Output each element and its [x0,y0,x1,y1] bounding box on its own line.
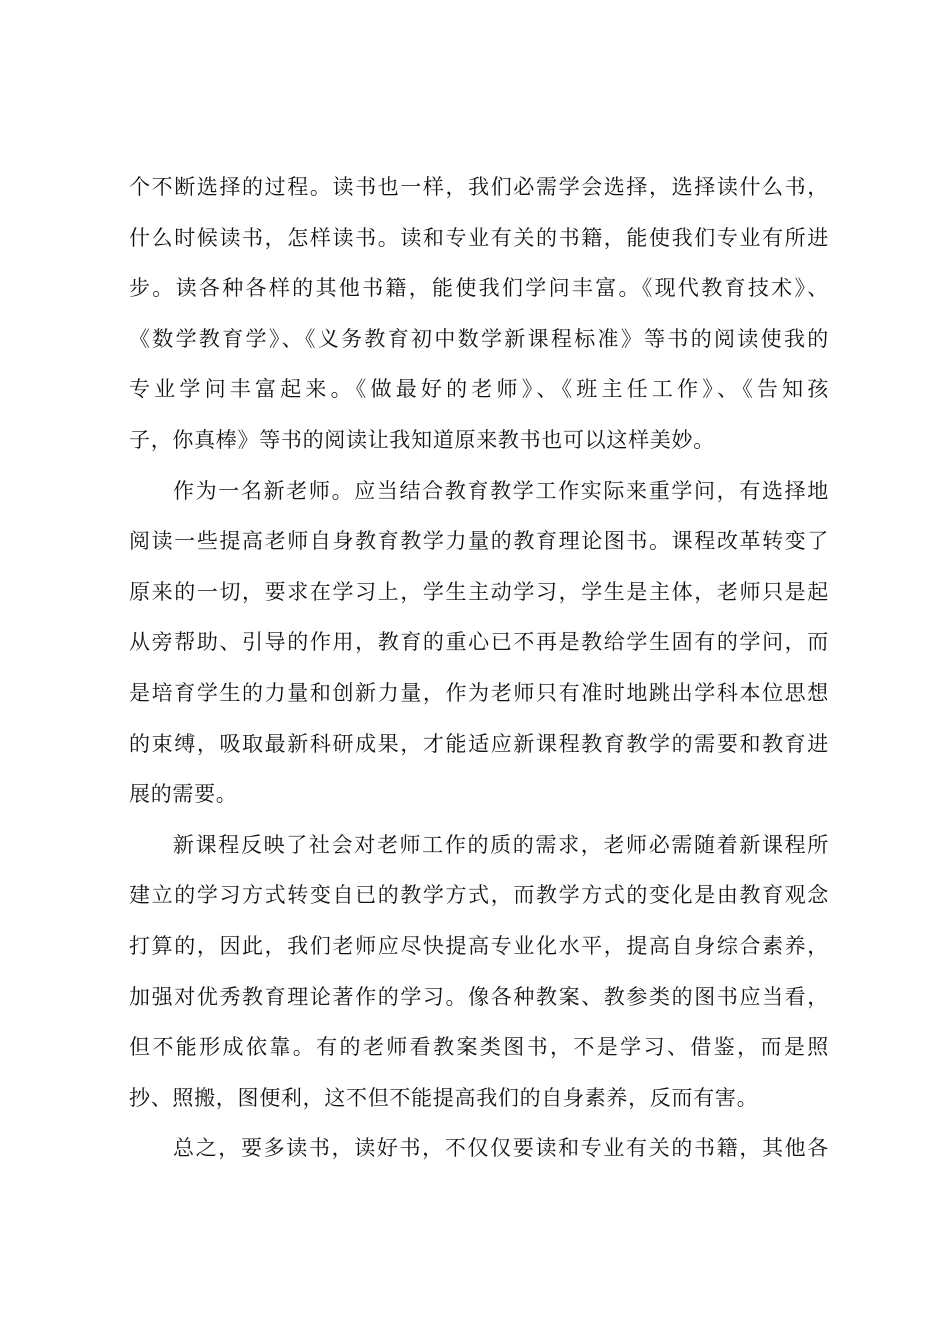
paragraph [129,466,829,820]
text-line: 作为一名新老师。应当结合教育教学工作实际来重学问，有选择地 [173,478,829,503]
paragraph [129,820,829,1124]
text-line: 的束缚，吸取最新科研成果，才能适应新课程教育教学的需要和教育进 [129,731,829,756]
paragraph [129,1123,829,1174]
text-line: 加强对优秀教育理论著作的学习。像各种教案、教参类的图书应当看， [129,984,829,1009]
text-line: 抄、照搬，图便利，这不但不能提高我们的自身素养，反而有害。 [129,1085,759,1110]
text-line: 打算的，因此，我们老师应尽快提高专业化水平，提高自身综合素养， [129,933,829,958]
text-line: 《数学教育学》、《义务教育初中数学新课程标准》等书的阅读使我的 [129,326,829,351]
text-line: 建立的学习方式转变自已的教学方式，而教学方式的变化是由教育观念 [129,883,829,908]
paragraph [129,162,829,466]
text-line: 个不断选择的过程。读书也一样，我们必需学会选择，选择读什么书， [129,175,829,199]
text-line: 阅读一些提高老师自身教育教学力量的教育理论图书。课程改革转变了 [129,529,829,554]
text-line: 步。读各种各样的其他书籍，能使我们学问丰富。《现代教育技术》、 [129,276,829,301]
text-line: 从旁帮助、引导的作用，教育的重心已不再是教给学生固有的学问，而 [129,630,829,655]
text-line: 总之，要多读书，读好书，不仅仅要读和专业有关的书籍，其他各 [173,1136,829,1161]
text-line: 新课程反映了社会对老师工作的质的需求，老师必需随着新课程所 [173,832,829,857]
text-line: 子，你真棒》等书的阅读让我知道原来教书也可以这样美妙。 [129,427,715,452]
document-body [129,162,829,1174]
text-line: 原来的一切，要求在学习上，学生主动学习，学生是主体，老师只是起 [129,579,829,604]
text-line: 什么时候读书，怎样读书。读和专业有关的书籍，能使我们专业有所进 [129,225,829,250]
text-line: 专业学问丰富起来。《做最好的老师》、《班主任工作》、《告知孩 [129,377,829,402]
text-line: 但不能形成依靠。有的老师看教案类图书，不是学习、借鉴，而是照 [129,1035,829,1060]
text-line: 展的需要。 [129,782,238,807]
text-line: 是培育学生的力量和创新力量，作为老师只有准时地跳出学科本位思想 [129,680,829,705]
